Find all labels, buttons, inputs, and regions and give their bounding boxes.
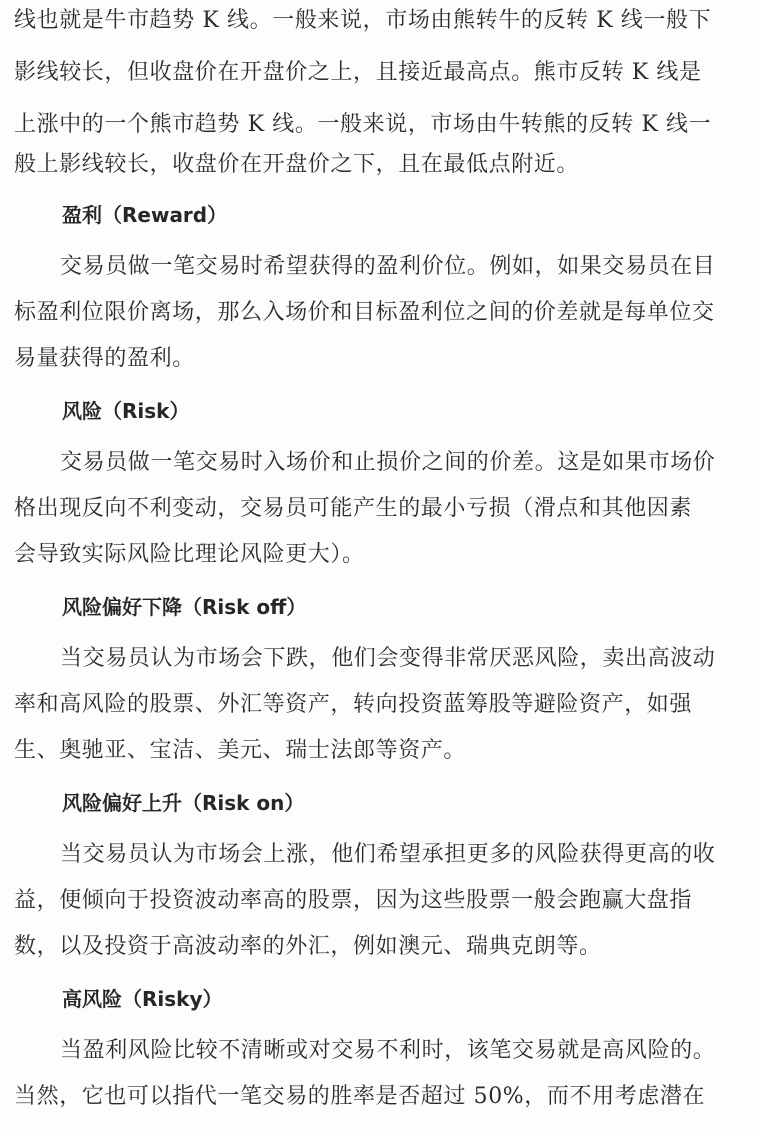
- intro-line: 影线较长，但收盘价在开盘价之上，且接近最高点。熊市反转 K 线是: [14, 60, 702, 85]
- term-heading-risk: 风险（Risk）: [62, 399, 190, 423]
- intro-line: 上涨中的一个熊市趋势 K 线。一般来说，市场由牛转熊的反转 K 线一: [14, 112, 712, 137]
- intro-line: 线也就是牛市趋势 K 线。一般来说，市场由熊转牛的反转 K 线一般下: [14, 8, 712, 33]
- intro-line: 般上影线较长，收盘价在开盘价之下，且在最低点附近。: [14, 152, 580, 177]
- definition-line: 数，以及投资于高波动率的外汇，例如澳元、瑞典克朗等。: [14, 934, 602, 959]
- definition-line: 交易员做一笔交易时入场价和止损价之间的价差。这是如果市场价: [60, 450, 716, 475]
- definition-line: 格出现反向不利变动，交易员可能产生的最小亏损（滑点和其他因素: [14, 496, 693, 521]
- definition-line: 当盈利风险比较不清晰或对交易不利时，该笔交易就是高风险的。: [60, 1038, 716, 1063]
- definition-line: 当然，它也可以指代一笔交易的胜率是否超过 50%，而不用考虑潜在: [14, 1084, 706, 1109]
- term-heading-risky: 高风险（Risky）: [62, 987, 223, 1011]
- definition-line: 易量获得的盈利。: [14, 346, 195, 371]
- definition-line: 会导致实际风险比理论风险更大）。: [14, 542, 365, 567]
- definition-line: 生、奥驰亚、宝洁、美元、瑞士法郎等资产。: [14, 738, 467, 763]
- definition-line: 交易员做一笔交易时希望获得的盈利价位。例如，如果交易员在目: [60, 254, 716, 279]
- definition-line: 标盈利位限价离场，那么入场价和目标盈利位之间的价差就是每单位交: [14, 300, 715, 325]
- term-heading-risk-on: 风险偏好上升（Risk on）: [62, 791, 305, 815]
- definition-line: 率和高风险的股票、外汇等资产，转向投资蓝筹股等避险资产，如强: [14, 692, 693, 717]
- term-heading-reward: 盈利（Reward）: [62, 203, 228, 227]
- definition-line: 益，便倾向于投资波动率高的股票，因为这些股票一般会跑赢大盘指: [14, 888, 693, 913]
- term-heading-risk-off: 风险偏好下降（Risk off）: [62, 595, 307, 619]
- definition-line: 当交易员认为市场会上涨，他们希望承担更多的风险获得更高的收: [60, 842, 716, 867]
- definition-line: 当交易员认为市场会下跌，他们会变得非常厌恶风险，卖出高波动: [60, 646, 716, 671]
